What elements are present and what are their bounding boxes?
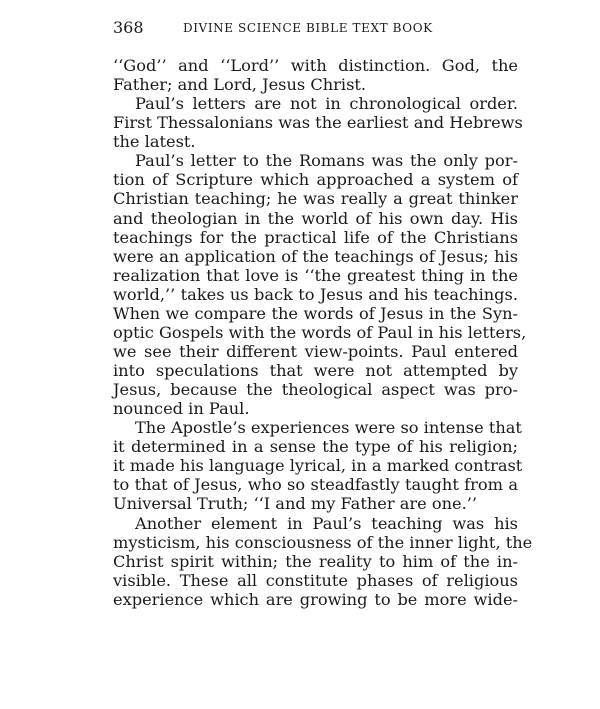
text-line: The Apostle’s experiences were so intense that xyxy=(135,418,522,438)
paragraph xyxy=(113,513,533,609)
text-line: Universal Truth; ‘‘I and my Father are one.’’ xyxy=(113,494,478,514)
text-line: were an application of the teachings of Jesus; his xyxy=(113,246,518,266)
page-number: 368 xyxy=(113,18,144,37)
text-line: Jesus, because the theological aspect was pro- xyxy=(113,380,518,400)
text-line: nounced in Paul. xyxy=(113,399,250,419)
text-line: it determined in a sense the type of his religion; xyxy=(113,437,518,457)
text-line: it made his language lyrical, in a marked contrast xyxy=(113,456,523,476)
text-line: world,’’ takes us back to Jesus and his teachings. xyxy=(113,284,518,304)
paragraph xyxy=(113,151,527,419)
text-line: Christ spirit within; the reality to him of the in- xyxy=(113,551,518,571)
running-header xyxy=(113,18,518,38)
text-line: the latest. xyxy=(113,132,196,152)
text-line: Father; and Lord, Jesus Christ. xyxy=(113,75,367,95)
text-line: Paul’s letters are not in chronological order. xyxy=(135,94,518,114)
text-line: into speculations that were not attempted by xyxy=(113,361,518,380)
text-line: experience which are growing to be more wide- xyxy=(113,589,518,609)
text-line: Christian teaching; he was really a great thinker xyxy=(113,189,518,209)
text-line: Another element in Paul’s teaching was his xyxy=(135,513,518,533)
text-line: we see their different view-points. Paul entered xyxy=(113,341,518,361)
text-line: tion of Scripture which approached a system of xyxy=(113,170,518,190)
text-line: teachings for the practical life of the Christians xyxy=(113,227,518,247)
text-line: realization that love is ‘‘the greatest thing in the xyxy=(113,265,518,285)
text-line: Paul’s letter to the Romans was the only por- xyxy=(135,151,518,171)
paragraph xyxy=(113,418,523,514)
text-line: When we compare the words of Jesus in the Syn- xyxy=(113,303,518,323)
text-line: First Thessalonians was the earliest and Hebrews xyxy=(113,113,523,133)
body-text xyxy=(113,56,533,609)
running-title: DIVINE SCIENCE BIBLE TEXT BOOK xyxy=(183,21,433,35)
text-line: mysticism, his consciousness of the inner light, the xyxy=(113,532,533,552)
text-line: visible. These all constitute phases of religious xyxy=(113,570,518,590)
paragraph xyxy=(113,94,523,152)
text-line: and theologian in the world of his own day. His xyxy=(113,208,518,228)
paragraph xyxy=(113,56,518,94)
text-line: ‘‘God’’ and ‘‘Lord’’ with distinction. God, the xyxy=(113,56,518,75)
text-line: to that of Jesus, who so steadfastly taught from a xyxy=(113,475,518,495)
text-line: optic Gospels with the words of Paul in his letters, xyxy=(113,322,527,342)
